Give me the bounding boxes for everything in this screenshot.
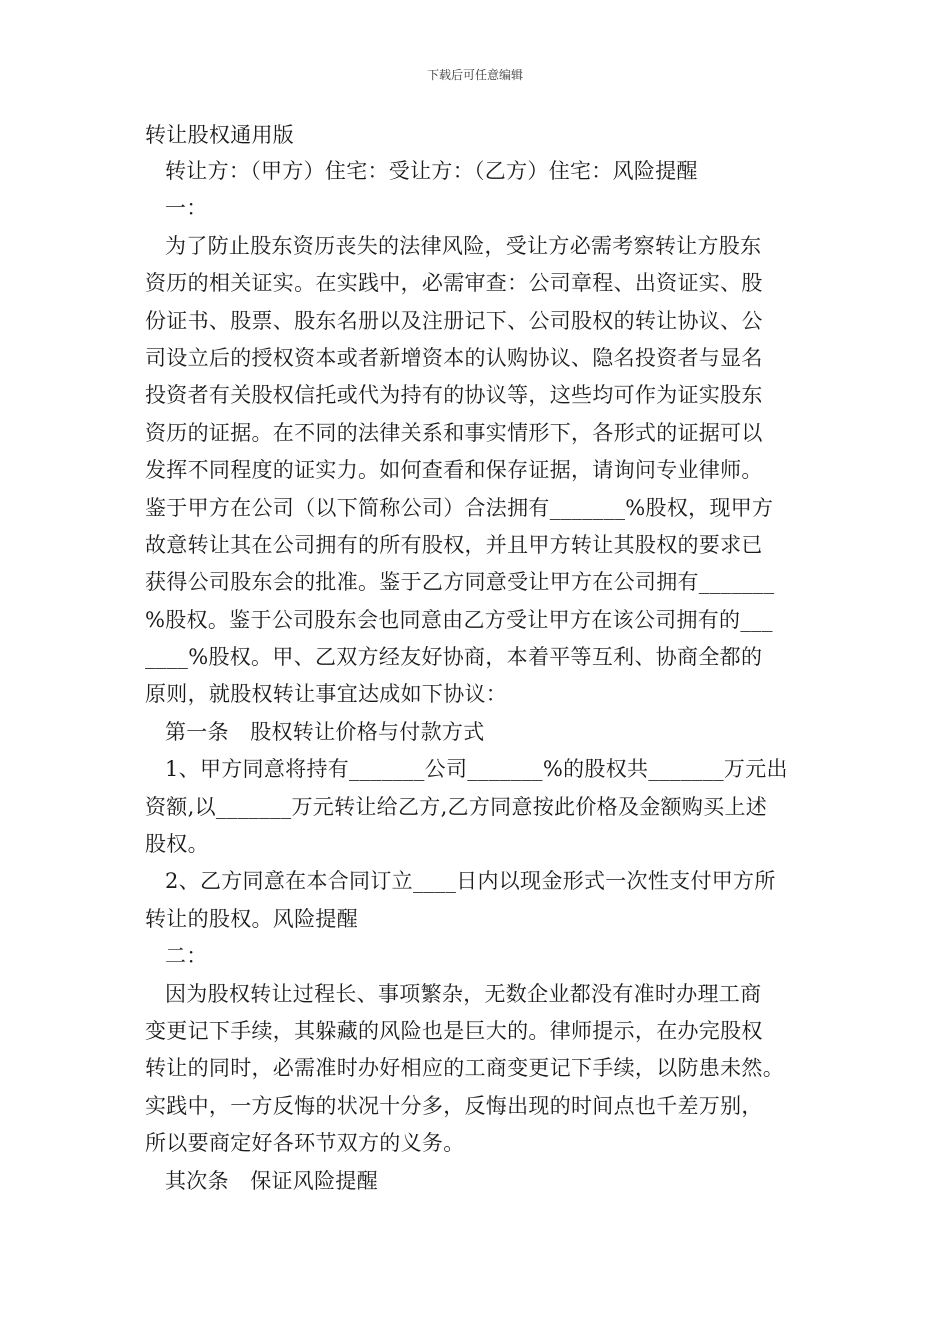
paragraph-line: 鉴于甲方在公司（以下简称公司）合法拥有_______%股权，现甲方 xyxy=(145,495,774,520)
clause-line: 1、甲方同意将持有_______公司_______%的股权共_______万元出 xyxy=(165,757,788,782)
paragraph-line: 原则，就股权转让事宜达成如下协议： xyxy=(145,682,508,707)
paragraph-line: 实践中，一方反悔的状况十分多，反悔出现的时间点也千差万别， xyxy=(145,1093,763,1118)
parties-line: 转让方：（甲方）住宅：受让方：（乙方）住宅：风险提醒 xyxy=(165,159,698,183)
paragraph-line: 为了防止股东资历丧失的法律风险，受让方必需考察转让方股东 xyxy=(165,233,762,258)
paragraph-line: 获得公司股东会的批准。鉴于乙方同意受让甲方在公司拥有_______ xyxy=(145,570,775,595)
article-two-heading: 其次条 保证风险提醒 xyxy=(165,1168,378,1193)
clause-line: 2、乙方同意在本合同订立____日内以现金形式一次性支付甲方所 xyxy=(165,869,776,894)
paragraph-line: 份证书、股票、股东名册以及注册记下、公司股权的转让协议、公 xyxy=(145,308,763,333)
paragraph-line: 故意转让其在公司拥有的所有股权，并且甲方转让其股权的要求已 xyxy=(145,532,763,557)
paragraph-line: 资历的证据。在不同的法律关系和事实情形下，各形式的证据可以 xyxy=(145,420,763,445)
document-body xyxy=(145,117,815,1200)
clause-line: 资额,以_______万元转让给乙方,乙方同意按此价格及金额购买上述 xyxy=(145,794,768,819)
paragraph-line: 因为股权转让过程长、事项繁杂，无数企业都没有准时办理工商 xyxy=(165,981,762,1006)
paragraph-line: 资历的相关证实。在实践中，必需审查：公司章程、出资证实、股 xyxy=(145,271,763,296)
clause-line: 股权。 xyxy=(145,832,209,857)
risk-two-label: 二： xyxy=(165,944,208,969)
document-title: 转让股权通用版 xyxy=(145,123,295,147)
clause-line: 转让的股权。风险提醒 xyxy=(145,906,358,931)
paragraph-line: 司设立后的授权资本或者新增资本的认购协议、隐名投资者与显名 xyxy=(145,345,763,370)
paragraph-line: 投资者有关股权信托或代为持有的协议等，这些均可作为证实股东 xyxy=(145,383,763,408)
risk-one-label: 一： xyxy=(165,196,208,221)
paragraph-line: 转让的同时，必需准时办好相应的工商变更记下手续，以防患未然。 xyxy=(145,1056,784,1081)
paragraph-line: 所以要商定好各环节双方的义务。 xyxy=(145,1131,465,1156)
header-note: 下载后可任意编辑 xyxy=(426,68,523,82)
paragraph-line: ____%股权。甲、乙双方经友好协商，本着平等互利、协商全都的 xyxy=(145,645,763,670)
paragraph-line: 发挥不同程度的证实力。如何查看和保存证据，请询问专业律师。 xyxy=(145,458,763,483)
article-one-heading: 第一条 股权转让价格与付款方式 xyxy=(165,719,485,744)
paragraph-line: %股权。鉴于公司股东会也同意由乙方受让甲方在该公司拥有的___ xyxy=(145,607,773,632)
paragraph-line: 变更记下手续，其躲藏的风险也是巨大的。律师提示，在办完股权 xyxy=(145,1018,763,1043)
